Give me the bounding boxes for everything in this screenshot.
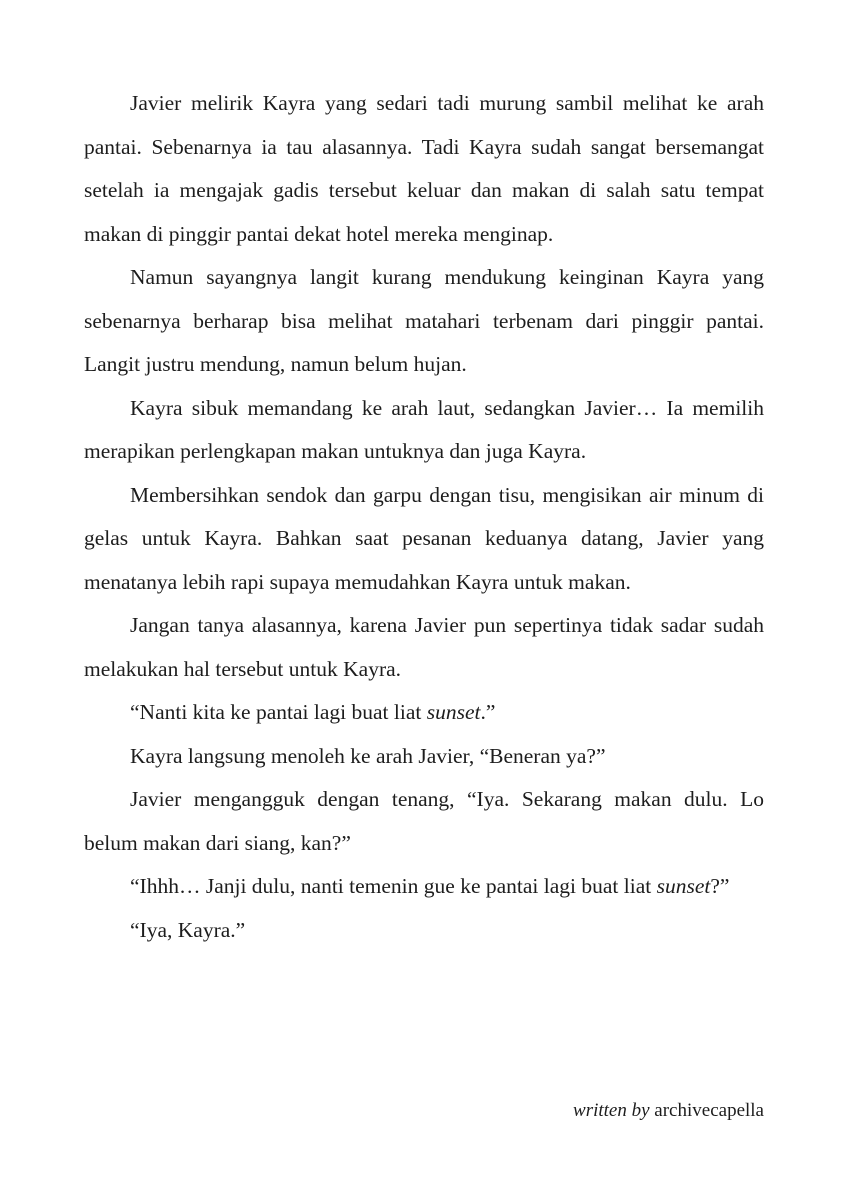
paragraph-6-text-end: .” xyxy=(480,700,496,724)
paragraph-8: Javier mengangguk dengan tenang, “Iya. Sekarang makan dulu. Lo belum makan dari siang, kan?” xyxy=(84,787,764,855)
paragraph-9 xyxy=(84,865,764,909)
paragraph-4: Membersihkan sendok dan garpu dengan tisu, mengisikan air minum di gelas untuk Kayra. Bahkan saat pesanan keduanya datang, Javier yang menatanya lebih rapi supaya memudahkan Kayra untuk makan. xyxy=(84,482,764,594)
author-credit xyxy=(573,1099,764,1123)
paragraph-9-text-end: ?” xyxy=(710,874,730,898)
paragraph-9-text-start: “Ihhh… Janji dulu, nanti temenin gue ke pantai lagi buat liat xyxy=(130,874,657,898)
story-body xyxy=(84,82,764,952)
paragraph-2: Namun sayangnya langit kurang mendukung keinginan Kayra yang sebenarnya berharap bisa melihat matahari terbenam dari pinggir pantai. Langit justru mendung, namun belum hujan. xyxy=(84,265,764,376)
paragraph-6-text-start: “Nanti kita ke pantai lagi buat liat xyxy=(130,700,427,724)
paragraph-1: Javier melirik Kayra yang sedari tadi murung sambil melihat ke arah pantai. Sebenarnya ia tau alasannya. Tadi Kayra sudah sangat bersemangat setelah ia mengajak gadis tersebut keluar dan makan di salah satu tempat makan di pinggir pantai dekat hotel mereka menginap. xyxy=(84,91,764,246)
author-credit-prefix: written by xyxy=(573,1100,650,1121)
paragraph-9-italic: sunset xyxy=(656,874,711,898)
author-name: archivecapella xyxy=(649,1100,764,1121)
paragraph-5: Jangan tanya alasannya, karena Javier pun sepertinya tidak sadar sudah melakukan hal tersebut untuk Kayra. xyxy=(84,613,764,681)
paragraph-7: Kayra langsung menoleh ke arah Javier, “Beneran ya?” xyxy=(130,743,606,768)
paragraph-6 xyxy=(84,691,764,735)
paragraph-3: Kayra sibuk memandang ke arah laut, sedangkan Javier… Ia memilih merapikan perlengkapan makan untuknya dan juga Kayra. xyxy=(84,395,764,463)
paragraph-6-italic: sunset xyxy=(426,700,481,724)
paragraph-10: “Iya, Kayra.” xyxy=(130,917,246,942)
